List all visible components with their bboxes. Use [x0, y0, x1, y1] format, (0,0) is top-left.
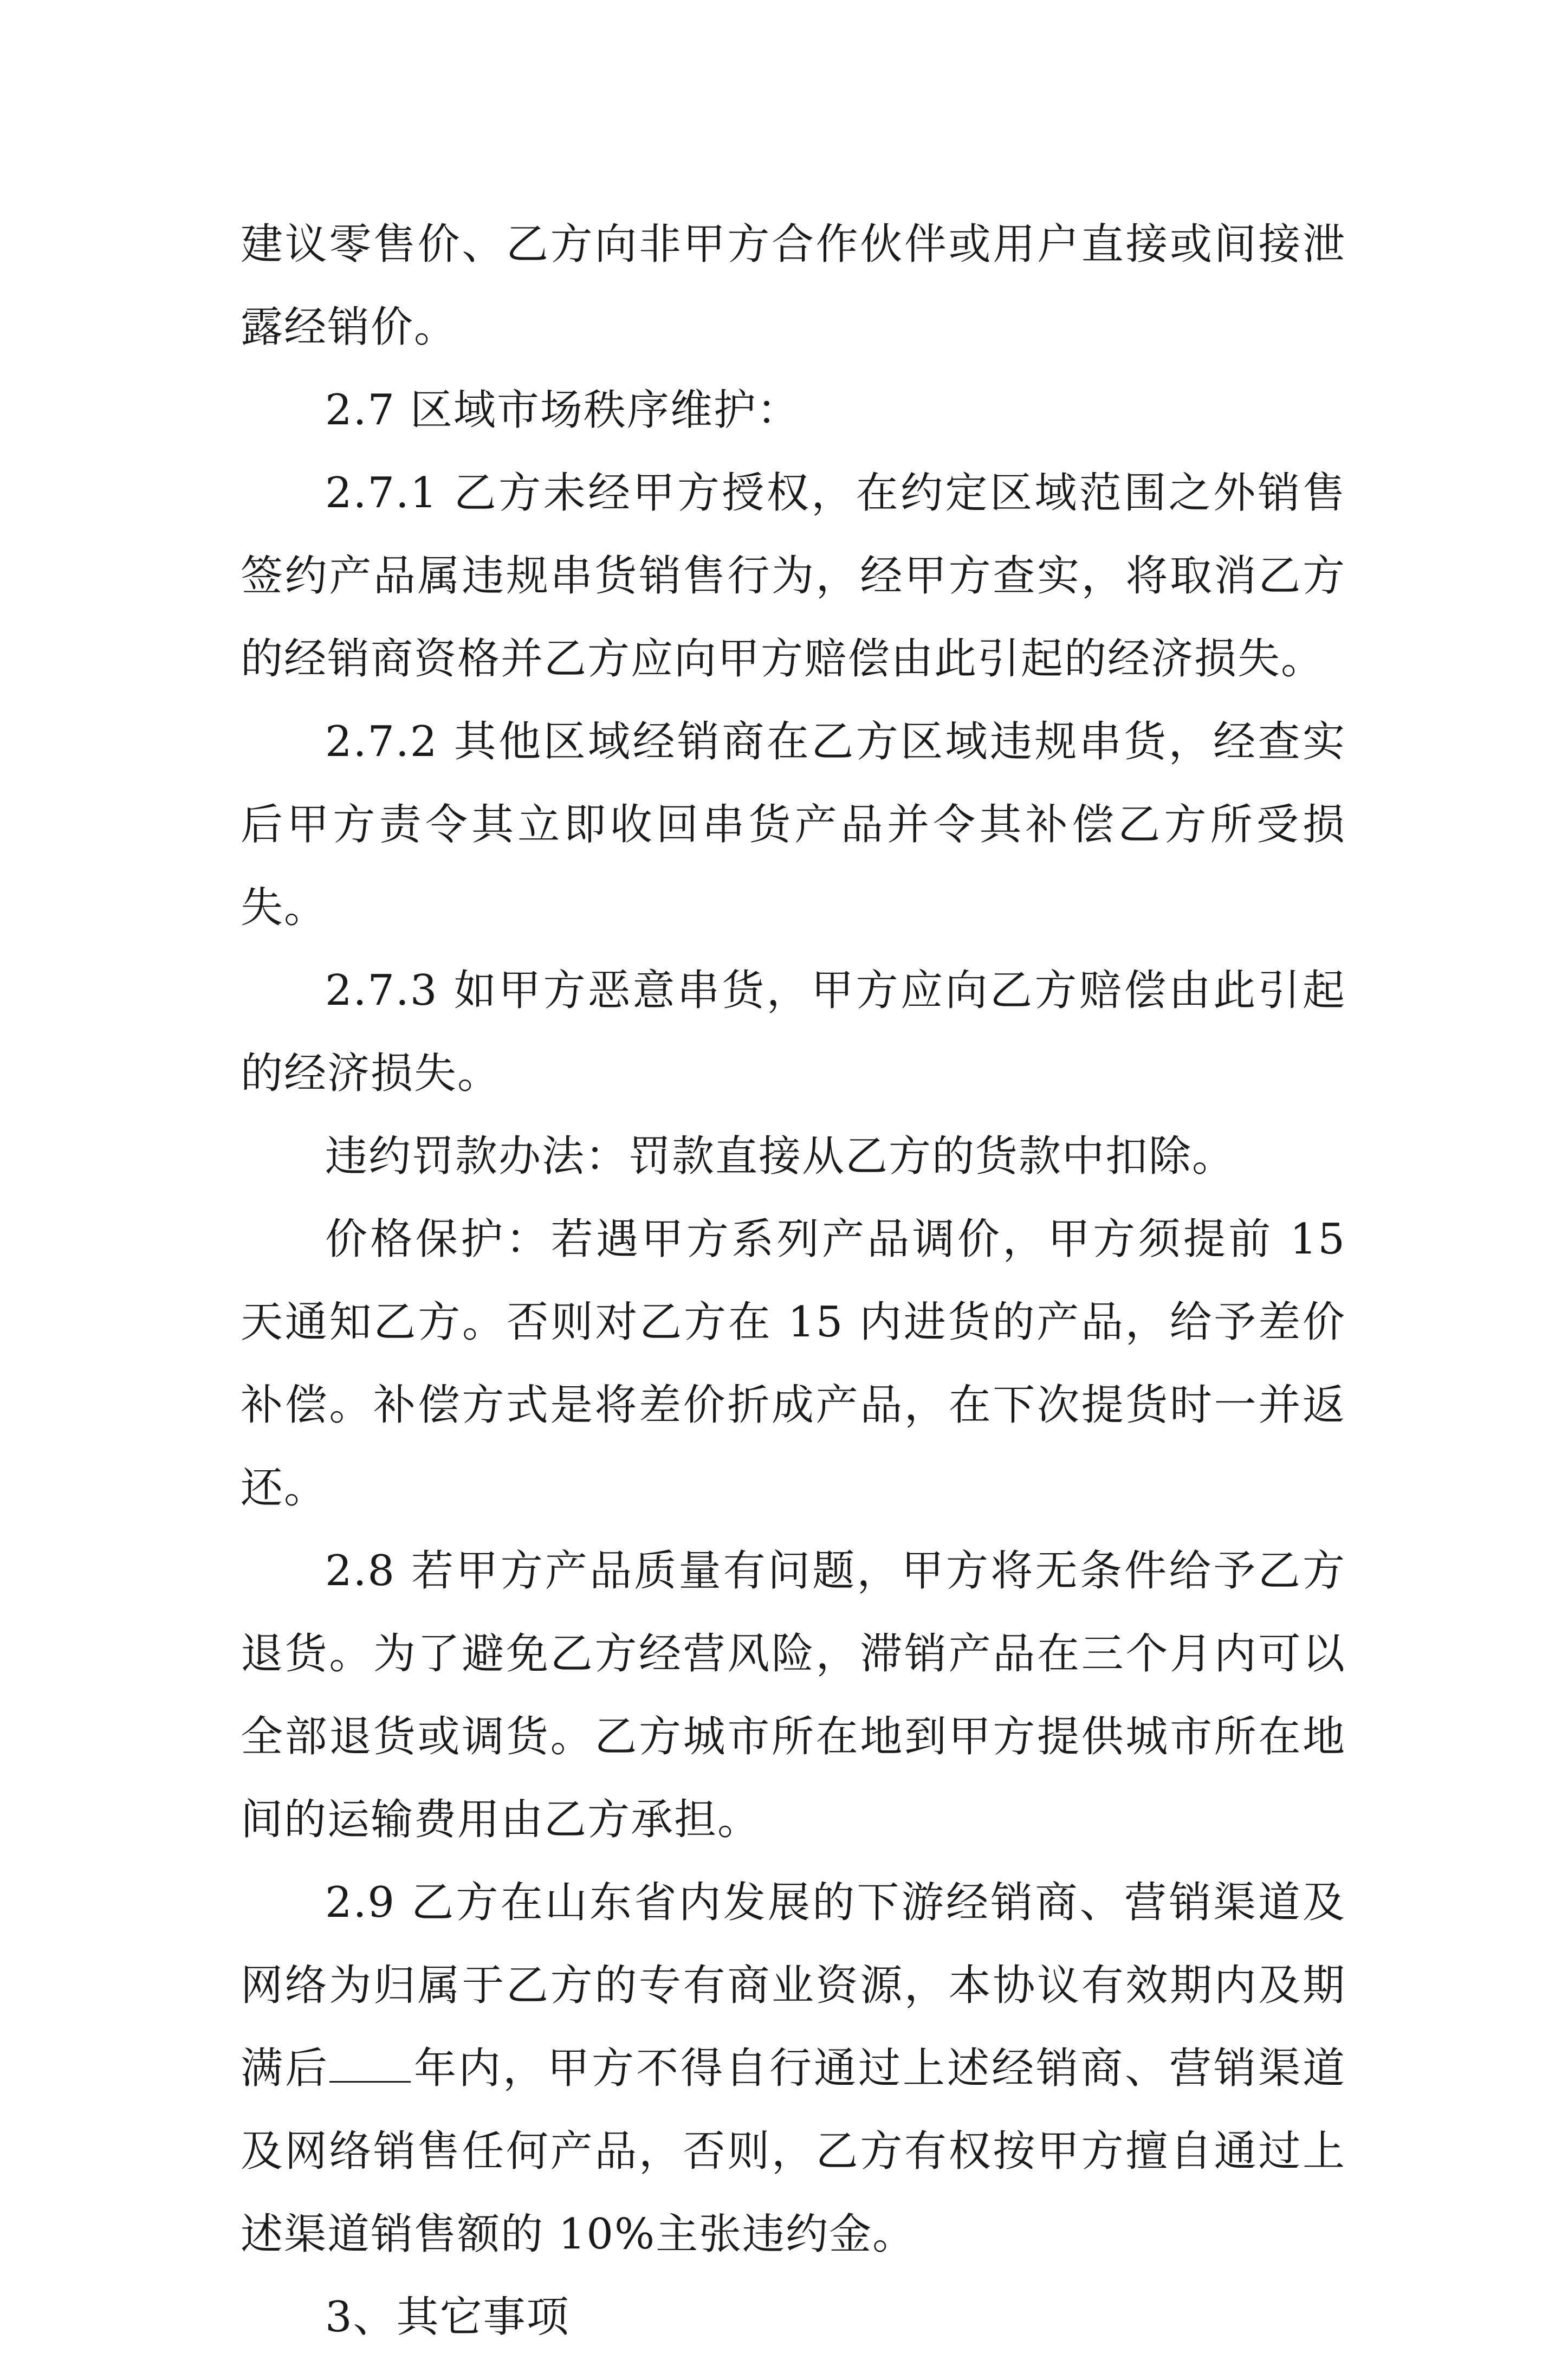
paragraph-continuation: 建议零售价、乙方向非甲方合作伙伴或用户直接或间接泄露经销价。	[241, 220, 1346, 352]
fill-in-blank	[329, 2043, 411, 2083]
section-heading-3: 3、其它事项	[325, 2293, 570, 2342]
document-body	[241, 203, 1346, 2359]
paragraph-2-9-part-1: 2.9 乙方在山东省内发展的下游经销商、营销渠道及网络为归属于乙方的专有商业资源，本协议有效期内及期满后	[241, 1878, 1346, 2093]
paragraph-price-protection: 价格保护：若遇甲方系列产品调价，甲方须提前 15 天通知乙方。否则对乙方在 15 内进货的产品，给予差价补偿。补偿方式是将差价折成产品，在下次提货时一并返还。	[241, 1215, 1346, 1513]
paragraph-2-9-part-2: 年内，甲方不得自行通过上述经销商、营销渠道及网络销售任何产品，否则，乙方有权按甲方擅自通过上述渠道销售额的 10%主张违约金。	[241, 2044, 1346, 2259]
paragraph-2-7-3: 2.7.3 如甲方恶意串货，甲方应向乙方赔偿由此引起的经济损失。	[241, 966, 1346, 1098]
paragraph-2-9	[241, 1862, 1346, 2276]
paragraph-2-7-1: 2.7.1 乙方未经甲方授权，在约定区域范围之外销售签约产品属违规串货销售行为，经甲方查实，将取消乙方的经销商资格并乙方应向甲方赔偿由此引起的经济损失。	[241, 469, 1346, 683]
section-heading-2-7: 2.7 区域市场秩序维护：	[325, 386, 800, 435]
paragraph-2-8: 2.8 若甲方产品质量有问题，甲方将无条件给予乙方退货。为了避免乙方经营风险，滞销产品在三个月内可以全部退货或调货。乙方城市所在地到甲方提供城市所在地间的运输费用由乙方承担。	[241, 1547, 1346, 1844]
paragraph-penalty-method: 违约罚款办法：罚款直接从乙方的货款中扣除。	[325, 1132, 1236, 1181]
paragraph-2-7-2: 2.7.2 其他区域经销商在乙方区域违规串货，经查实后甲方责令其立即收回串货产品并令其补偿乙方所受损失。	[241, 718, 1346, 932]
